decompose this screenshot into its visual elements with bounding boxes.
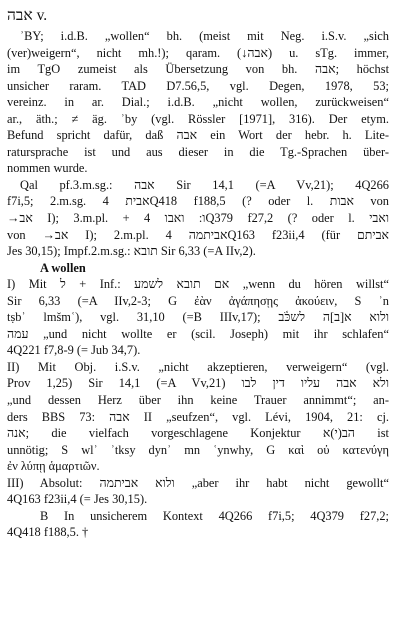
morphology-line-4: von →אב I); 2.m.pl. אביתמה 4Q163 f23ii,4 (für אביתם — [7, 227, 389, 242]
etymology-line-5: vereinz. in ar. Dial.; i.d.B. „nicht wollen, zurückweisen“ — [7, 95, 389, 110]
sense-1-line-5: 4Q221 f7,8-9 (= Jub 34,7). — [7, 343, 141, 358]
sense-3-line-2: 4Q163 f23ii,4 (= Jes 30,15). — [7, 492, 148, 507]
sense-2-line-5: אנה; die vielfach vorgeschlagene Konjektur הב(י)א ist — [7, 426, 389, 441]
section-b-line-2: 4Q418 f188,5. † — [7, 525, 89, 540]
etymology-line-8: ratursprache ist und aus dieser in die Tg.-Sprachen über- — [7, 144, 389, 159]
etymology-line-3: im TgO zumeist als Übersetzung von bh. אבה; höchst — [7, 62, 389, 77]
sense-3-line-1: III) Absolut: ולוא אביתמה „aber ihr habt nicht gewollt“ — [7, 475, 389, 490]
etymology-line-7: Befund spricht dafür, daß אבה ein Wort der hebr. h. Lite- — [7, 128, 389, 143]
sense-1-line-1: I) Mit ל + Inf.: אם תובא לשמע „wenn du hören willst“ — [7, 277, 389, 292]
sense-1-line-4: עמה „und nicht wollte er (scil. Joseph) mit ihr schlafen“ — [7, 326, 389, 341]
sense-2-line-6: unnötig; S wlʾ ʾtksy dynʾ mn ʿynwhy, G καὶ οὐ κατενύγη — [7, 442, 389, 457]
etymology-line-1: ʾBY; i.d.B. „wollen“ bh. (meist mit Neg. i.S.v. „sich — [20, 29, 389, 43]
morphology-line-3: →אב I); 3.m.pl. + ו: ואבו 4Q379 f27,2 (? oder l. ואבי — [7, 211, 389, 226]
sense-2-line-3: „und dessen Herz über ihn keine Trauer annimmt“; an- — [7, 393, 389, 408]
etymology-line-6: ar., äth.; ≠ äg. ʾby (vgl. Rössler [1971], 316). Der etym. — [7, 111, 389, 126]
section-b-line-1: B In unsicherem Kontext 4Q266 f7i,5; 4Q379 f27,2; — [40, 508, 389, 523]
entry-headword: אבה v. — [7, 7, 48, 24]
sense-2-line-2: Prov 1,25) Sir 14,1 (=A Vv,21) ולא אבה עליו דין לבו — [7, 376, 389, 391]
sense-1-line-3: tṣbʾ lmšmʿ), vgl. 31,10 (=B IIIv,17); ולוא א[ב]ה לשכֹּ֫ב — [7, 310, 389, 325]
morphology-line-5: Jes 30,15); Impf.2.m.sg.: תובא Sir 6,33 (=A IIv,2). — [7, 244, 256, 259]
sense-2-line-4: ders BBS 73: אבה II „seufzen“, vgl. Lévi, 1904, 21: cj. — [7, 409, 389, 424]
etymology-line-2: (ver)weigern“, nicht mh.!); qaram. (↓אבה) u. sTg. immer, — [7, 45, 389, 60]
etymology-line-4: unsicher raram. TAD D7.56,5, vgl. Degen, 1978, 53; — [7, 78, 389, 93]
sense-2-line-1: II) Mit Obj. i.S.v. „nicht akzeptieren, verweigern“ (vgl. — [7, 359, 389, 374]
sense-2-line-7: ἐν λύπῃ ἁμαρτιῶν. — [7, 459, 100, 474]
morphology-line-1: Qal pf.3.m.sg.: אבה Sir 14,1 (=A Vv,21); 4Q266 — [20, 177, 389, 192]
sense-1-line-2: Sir 6,33 (=A IIv,2-3; G ἐὰν ἀγάπησῃς ἀκούειν, S ʾn — [7, 293, 389, 308]
section-a-heading: A wollen — [40, 260, 86, 275]
morphology-line-2: f7i,5; 2.m.sg. אבית 4Q418 f188,5 (? oder l. אבות von — [7, 194, 389, 209]
etymology-line-9: nommen wurde. — [7, 161, 88, 176]
